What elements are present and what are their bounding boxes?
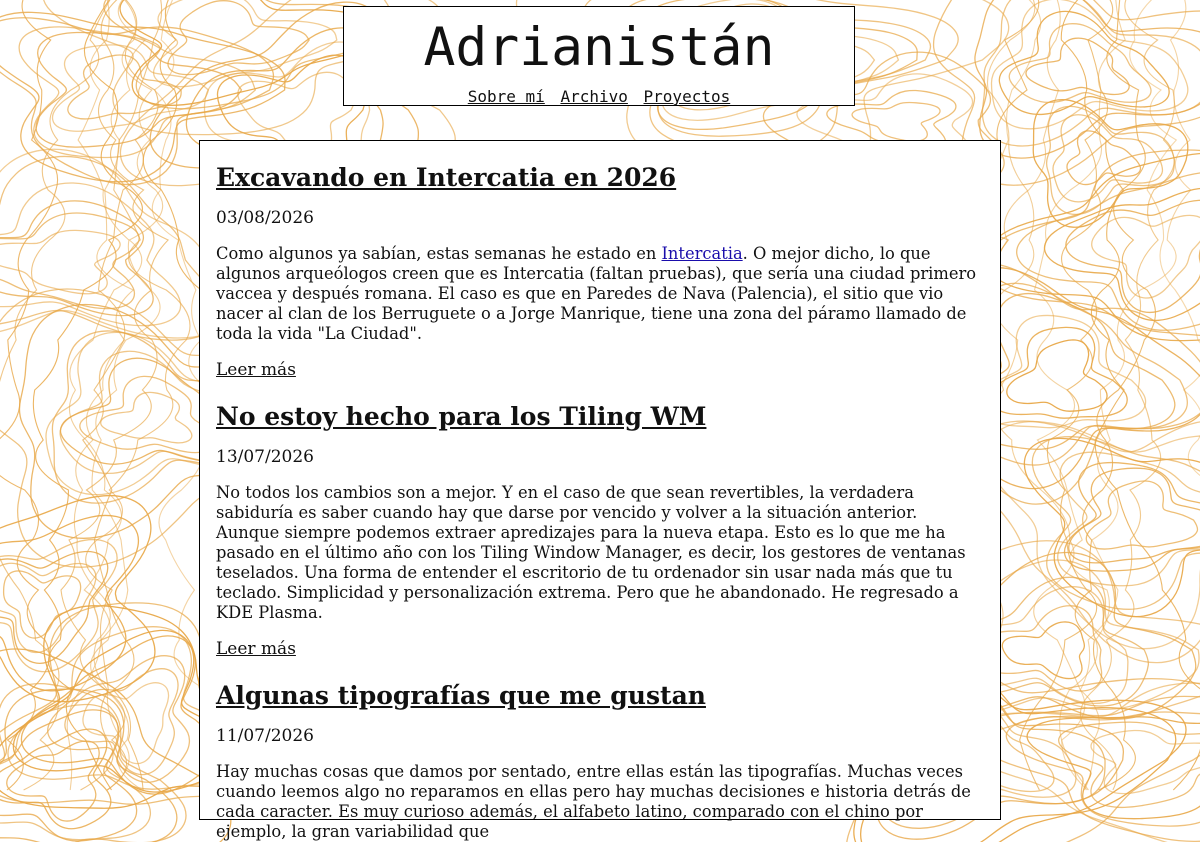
contour-line [1007, 340, 1107, 411]
site-title[interactable]: Adrianistán [423, 17, 775, 78]
post-excerpt [216, 244, 984, 344]
contour-line [991, 327, 1128, 418]
nav-link-archivo[interactable]: Archivo [560, 87, 628, 106]
post-excerpt-text: . O mejor dicho, lo que algunos arqueólogos creen que es Intercatia (faltan pruebas), que sería una ciudad primero vaccea y después romana. El caso es que en Paredes de Nava (Palencia), el sitio que vio nacer al clan de los Berruguete o a Jorge Manrique, tiene una zona del páramo llamado de toda la vida "La Ciudad". [216, 244, 977, 343]
post-item [216, 681, 984, 842]
contour-line [987, 422, 1200, 649]
post-date: 03/08/2026 [216, 208, 314, 228]
post-excerpt: No todos los cambios son a mejor. Y en el caso de que sean revertibles, la verdadera sabiduría es saber cuando hay que darse por vencido y volver a la situación anterior. Aunque siempre podemos extraer apredizajes para la nueva etapa. Esto es lo que me ha pasado en el último año con los Tiling Window Manager, es decir, los gestores de ventanas teselados. Una forma de entender el escritorio de tu ordenador sin usar nada más que tu teclado. Simplicidad y personalización extrema. Pero que he abandonado. He regresado a KDE Plasma. [216, 483, 966, 622]
contour-line [1033, 100, 1188, 228]
post-item [216, 402, 984, 659]
contour-line [852, 103, 940, 142]
post-title-link[interactable]: Excavando en Intercatia en 2026 [216, 163, 677, 192]
post-title-link[interactable]: Algunas tipografías que me gustan [216, 681, 706, 710]
intercatia-link[interactable]: Intercatia [661, 244, 743, 263]
post-excerpt: Hay muchas cosas que damos por sentado, entre ellas están las tipografías. Muchas veces cuando leemos algo no reparamos en ellas pero hay muchas decisiones e historia detrás de cada caracter. Es muy curioso además, el alfabeto latino, comparado con el chino por ejemplo, la gran variabilidad que [216, 762, 971, 841]
contour-line [0, 156, 221, 340]
post-item [216, 163, 984, 380]
post-title [216, 402, 984, 432]
main-nav [344, 87, 854, 107]
contour-line [4, 571, 81, 638]
nav-link-proyectos[interactable]: Proyectos [643, 87, 731, 106]
post-title [216, 163, 984, 193]
post-date: 13/07/2026 [216, 447, 314, 467]
post-list [199, 140, 1001, 841]
read-more-link[interactable]: Leer más [216, 360, 296, 380]
post-excerpt-text: Como algunos ya sabían, estas semanas he estado en [216, 244, 662, 263]
post-title [216, 681, 984, 711]
post-title-link[interactable]: No estoy hecho para los Tiling WM [216, 402, 707, 431]
site-header [343, 6, 855, 106]
contour-line [7, 741, 99, 821]
contour-line [0, 684, 186, 842]
nav-link-sobre-mi[interactable]: Sobre mí [467, 87, 545, 106]
contour-line [1058, 452, 1200, 586]
contour-line [0, 213, 139, 309]
contour-line [1086, 481, 1197, 549]
read-more-link[interactable]: Leer más [216, 639, 296, 659]
post-date: 11/07/2026 [216, 726, 314, 746]
